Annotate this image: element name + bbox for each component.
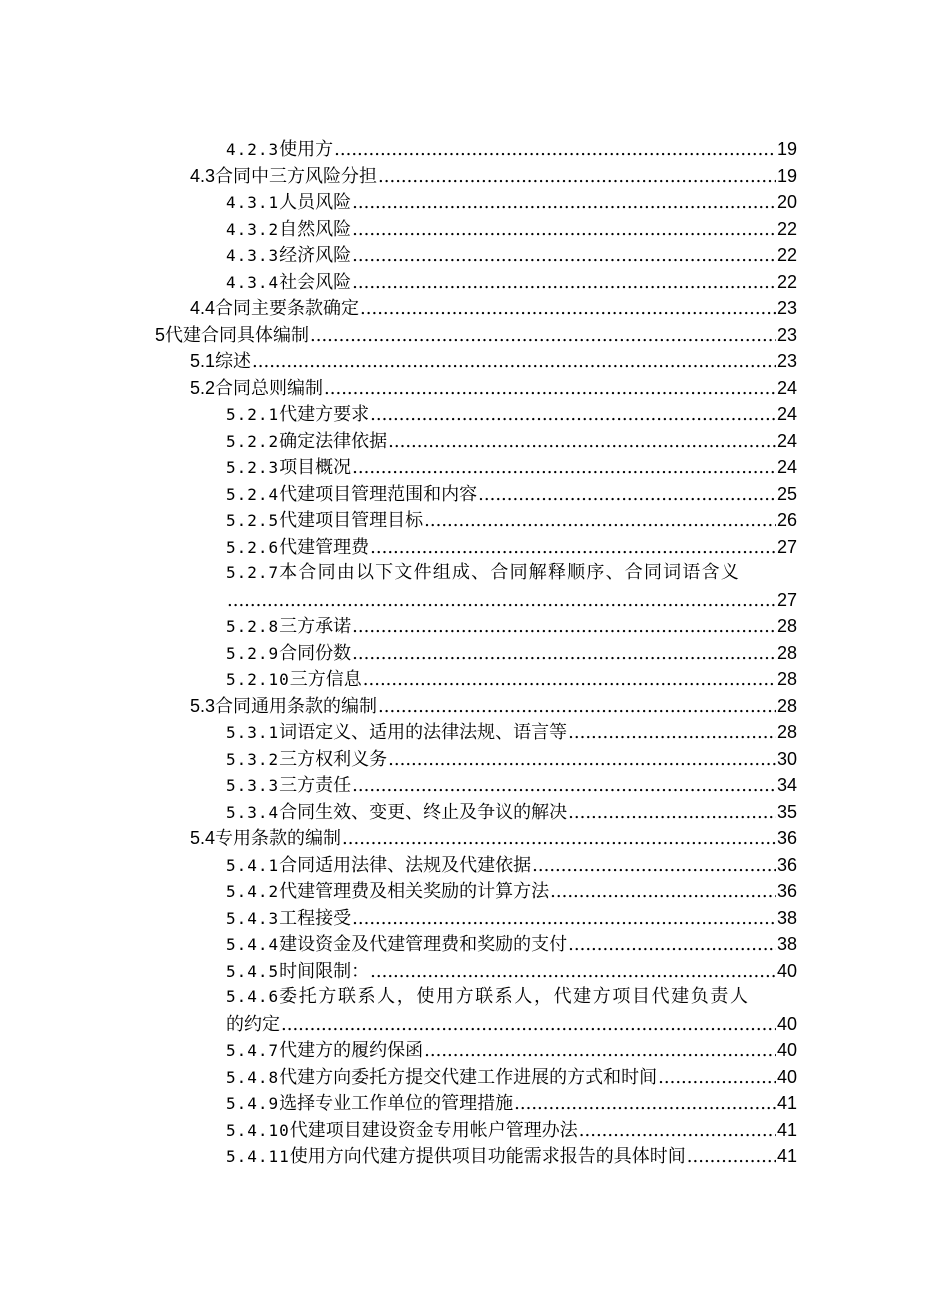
toc-entry-number: 4.3.2 xyxy=(226,219,280,239)
dot-leader xyxy=(252,349,776,376)
toc-entry-number: 5.4.5 xyxy=(226,961,280,981)
toc-entry-title: 自然风险 xyxy=(279,218,352,240)
toc-entry xyxy=(226,1090,797,1118)
toc-entry xyxy=(226,746,797,774)
toc-entry-number: 5.2.10 xyxy=(226,670,290,689)
toc-entry-number: 5.2.1 xyxy=(226,405,280,424)
toc-entry-title: 代建方向委托方提交代建工作进展的方式和时间 xyxy=(279,1066,658,1088)
toc-entry xyxy=(226,1037,797,1065)
toc-entry xyxy=(226,984,797,1011)
toc-entry-line[interactable] xyxy=(0,984,950,1011)
toc-page-number: 22 xyxy=(776,245,797,265)
toc-entry-number: 4.4 xyxy=(190,298,216,318)
toc-entry-line[interactable] xyxy=(0,666,950,693)
toc-entry-number: 5.4.8 xyxy=(226,1067,280,1087)
toc-entry xyxy=(226,189,797,217)
dot-leader xyxy=(378,694,776,721)
toc-entry-title: 使用方 xyxy=(279,139,334,160)
toc-page-number: 36 xyxy=(776,828,797,848)
toc-page-number: 23 xyxy=(776,351,797,371)
toc-entry-title: 使用方向代建方提供项目功能需求报告的具体时间 xyxy=(289,1146,686,1167)
toc-entry-number: 4.3.3 xyxy=(226,246,280,265)
toc-entry-number: 5.2.9 xyxy=(226,643,280,663)
dot-leader xyxy=(363,667,776,694)
toc-entry-line[interactable] xyxy=(0,905,950,932)
toc-entry-number: 5.4.6 xyxy=(226,987,280,1006)
toc-entry xyxy=(226,1011,797,1039)
toc-entry-line[interactable] xyxy=(0,163,950,190)
dot-leader xyxy=(514,1091,776,1118)
toc-entry-title: 专用条款的编制 xyxy=(215,828,342,849)
toc-entry-number: 4.3.4 xyxy=(226,272,280,292)
toc-entry-title: 委托方联系人，使用方联系人，代建方项目代建负责人 xyxy=(279,986,750,1007)
toc-entry-number: 4.3.1 xyxy=(226,193,280,212)
toc-page-number: 28 xyxy=(776,669,797,689)
toc-entry xyxy=(226,454,797,482)
toc-entry-number: 5.3 xyxy=(190,695,216,716)
toc-entry-title: 确定法律依据 xyxy=(279,430,388,452)
dot-leader xyxy=(324,376,776,403)
toc-page-number: 40 xyxy=(776,960,797,981)
toc-page-number: 38 xyxy=(776,934,797,954)
toc-entry-line[interactable] xyxy=(0,1143,950,1170)
toc-entry xyxy=(226,242,797,270)
toc-entry-title: 合同份数 xyxy=(279,642,352,664)
toc-entry-title: 三方信息 xyxy=(289,669,362,690)
toc-page-number: 20 xyxy=(776,192,797,212)
toc-entry-title: 综述 xyxy=(215,351,252,372)
toc-entry-line[interactable] xyxy=(0,428,950,455)
toc-page-number: 28 xyxy=(776,722,797,742)
toc-page-number: 40 xyxy=(776,1040,797,1060)
toc-page-number: 41 xyxy=(776,1119,797,1140)
dot-leader xyxy=(370,535,776,562)
dot-leader xyxy=(424,508,776,535)
toc-entry-title: 工程接受 xyxy=(279,907,352,929)
toc-page-number: 34 xyxy=(776,775,797,795)
toc-entry-number: 5.4.11 xyxy=(226,1147,290,1166)
toc-entry-number: 5.2 xyxy=(190,377,216,398)
toc-entry-number: 5.4.1 xyxy=(226,855,280,875)
toc-entry-number: 5.2.8 xyxy=(226,617,280,636)
toc-entry-title: 合同生效、变更、终止及争议的解决 xyxy=(279,801,568,823)
toc-entry xyxy=(226,772,797,800)
toc-entry-title: 代建方要求 xyxy=(279,404,370,425)
dot-leader xyxy=(579,1118,776,1145)
toc-entry-number: 5.3.1 xyxy=(226,723,280,742)
dot-leader xyxy=(281,1012,776,1039)
toc-entry-title: 词语定义、适用的法律法规、语言等 xyxy=(279,722,568,743)
toc-entry-line[interactable] xyxy=(0,560,950,587)
toc-entry-line[interactable] xyxy=(0,693,950,720)
toc-entry-title: 合同中三方风险分担 xyxy=(215,165,378,187)
toc-entry-line[interactable] xyxy=(0,269,950,296)
toc-entry xyxy=(190,295,797,323)
toc-page-number: 26 xyxy=(776,510,797,530)
toc-entry-number: 5.2.4 xyxy=(226,484,280,504)
toc-entry-line[interactable] xyxy=(0,640,950,667)
toc-entry-line[interactable] xyxy=(0,613,950,640)
toc-entry xyxy=(226,1064,797,1092)
toc-page-number: 27 xyxy=(776,536,797,557)
toc-entry-title: 合同总则编制 xyxy=(215,377,324,399)
toc-entry-line[interactable] xyxy=(0,242,950,269)
toc-page-number: 28 xyxy=(776,616,797,636)
dot-leader xyxy=(388,429,776,456)
toc-entry xyxy=(190,348,797,376)
toc-entry-line[interactable] xyxy=(0,322,950,349)
toc-entry-line[interactable] xyxy=(0,454,950,481)
toc-page-number: 24 xyxy=(776,377,797,398)
toc-entry xyxy=(226,560,797,587)
toc-entry-line[interactable] xyxy=(0,825,950,852)
dot-leader xyxy=(388,747,776,774)
toc-entry-title: 合同通用条款的编制 xyxy=(215,695,378,717)
toc-entry-title: 代建合同具体编制 xyxy=(165,324,310,346)
toc-entry-continuation[interactable] xyxy=(0,587,950,614)
toc-entry-number: 5.4.2 xyxy=(226,882,280,901)
toc-entry-line[interactable] xyxy=(0,1090,950,1117)
dot-leader xyxy=(227,588,776,615)
toc-entry-line[interactable] xyxy=(0,746,950,773)
toc-entry-line[interactable] xyxy=(0,481,950,508)
toc-entry-number: 5.2.5 xyxy=(226,511,280,530)
toc-entry xyxy=(226,507,797,535)
toc-entry xyxy=(226,401,797,429)
toc-entry-title: 代建管理费 xyxy=(279,536,370,558)
toc-entry-title: 建设资金及代建管理费和奖励的支付 xyxy=(279,934,568,955)
toc-entry-line[interactable] xyxy=(0,852,950,879)
dot-leader xyxy=(550,879,776,906)
toc-entry-number: 5.3.3 xyxy=(226,776,280,795)
toc-page-number: 36 xyxy=(776,881,797,901)
toc-entry xyxy=(190,375,797,403)
toc-entry xyxy=(226,931,797,959)
toc-entry-line[interactable] xyxy=(0,958,950,985)
toc-entry-number: 4.2.3 xyxy=(226,140,280,159)
dot-leader xyxy=(352,773,776,800)
toc-entry-line[interactable] xyxy=(0,878,950,905)
toc-page-number: 28 xyxy=(776,695,797,716)
toc-page-number: 38 xyxy=(776,907,797,928)
toc-entry-number: 5.4.4 xyxy=(226,935,280,954)
toc-entry-line[interactable] xyxy=(0,348,950,375)
toc-entry-line[interactable] xyxy=(0,507,950,534)
toc-page-number: 22 xyxy=(776,218,797,239)
toc-entry xyxy=(226,958,797,986)
toc-entry-number: 5 xyxy=(155,324,166,345)
toc-entry-title: 三方承诺 xyxy=(279,616,352,637)
toc-entry-number: 5.2.3 xyxy=(226,458,280,477)
toc-entry xyxy=(226,905,797,933)
toc-entry xyxy=(226,852,797,880)
dot-leader xyxy=(568,720,776,747)
toc-page-number: 24 xyxy=(776,404,797,424)
toc-page-number: 23 xyxy=(776,324,797,345)
toc-entry-title: 选择专业工作单位的管理措施 xyxy=(279,1093,514,1114)
dot-leader xyxy=(334,137,776,164)
toc-entry-line[interactable] xyxy=(0,401,950,428)
toc-entry-title: 人员风险 xyxy=(279,192,352,213)
toc-entry-line[interactable] xyxy=(0,136,950,163)
toc-page-number: 24 xyxy=(776,457,797,477)
toc-page-number: 19 xyxy=(776,139,797,159)
toc-entry-title: 代建方的履约保函 xyxy=(279,1040,424,1061)
dot-leader xyxy=(352,190,776,217)
toc-page-number: 24 xyxy=(776,430,797,451)
toc-entry-line[interactable] xyxy=(0,189,950,216)
toc-entry-line[interactable] xyxy=(0,216,950,243)
toc-entry-title: 三方责任 xyxy=(279,775,352,796)
toc-entry xyxy=(226,481,797,509)
toc-entry-line[interactable] xyxy=(0,719,950,746)
toc-entry-line[interactable] xyxy=(0,931,950,958)
toc-entry-line[interactable] xyxy=(0,799,950,826)
toc-entry-number: 5.3.2 xyxy=(226,749,280,769)
dot-leader xyxy=(352,270,776,297)
toc-entry-title: 代建项目管理目标 xyxy=(279,510,424,531)
toc-entry-title: 代建管理费及相关奖励的计算方法 xyxy=(279,881,550,902)
dot-leader xyxy=(352,217,776,244)
toc-entry-number: 5.2.7 xyxy=(226,563,280,582)
dot-leader xyxy=(370,959,776,986)
toc-entry-title-continued: 的约定 xyxy=(226,1013,280,1035)
toc-page-number: 40 xyxy=(776,1013,797,1034)
toc-entry-line[interactable] xyxy=(0,772,950,799)
dot-leader xyxy=(532,853,776,880)
toc-entry xyxy=(190,825,797,853)
toc-entry xyxy=(226,666,797,694)
toc-entry xyxy=(155,322,797,350)
toc-entry xyxy=(226,799,797,827)
toc-page-number: 25 xyxy=(776,483,797,504)
toc-entry-line[interactable] xyxy=(0,1117,950,1144)
toc-page-number: 22 xyxy=(776,271,797,292)
toc-entry-number: 5.3.4 xyxy=(226,802,280,822)
toc-entry-number: 5.4.3 xyxy=(226,908,280,928)
toc-entry-title: 合同主要条款确定 xyxy=(215,298,360,319)
toc-entry-number: 5.2.6 xyxy=(226,537,280,557)
toc-page-number: 30 xyxy=(776,748,797,769)
toc-page-number: 23 xyxy=(776,298,797,318)
toc-entry xyxy=(226,613,797,641)
toc-page-number: 27 xyxy=(776,589,797,610)
toc-entry-title: 社会风险 xyxy=(279,271,352,293)
toc-page-number: 41 xyxy=(776,1146,797,1166)
toc-entry xyxy=(226,878,797,906)
dot-leader xyxy=(352,641,776,668)
toc-entry-number: 4.3 xyxy=(190,165,216,186)
toc-entry-number: 5.4.10 xyxy=(226,1120,290,1140)
dot-leader xyxy=(687,1144,776,1171)
toc-entry-title: 代建项目管理范围和内容 xyxy=(279,483,478,505)
toc-entry-number: 5.2.2 xyxy=(226,431,280,451)
toc-entry-number: 5.4 xyxy=(190,828,216,848)
toc-entry-line[interactable] xyxy=(0,534,950,561)
dot-leader xyxy=(424,1038,776,1065)
toc-entry-continuation[interactable] xyxy=(0,1011,950,1038)
table-of-contents xyxy=(0,136,950,1170)
dot-leader xyxy=(568,800,776,827)
toc-page-number: 41 xyxy=(776,1093,797,1113)
toc-entry xyxy=(226,534,797,562)
dot-leader xyxy=(352,614,776,641)
dot-leader xyxy=(370,402,776,429)
toc-entry xyxy=(226,719,797,747)
dot-leader xyxy=(352,243,776,270)
toc-entry-line[interactable] xyxy=(0,1064,950,1091)
toc-entry xyxy=(190,693,797,721)
toc-page-number: 36 xyxy=(776,854,797,875)
toc-page-number: 35 xyxy=(776,801,797,822)
toc-entry xyxy=(190,163,797,191)
dot-leader xyxy=(360,296,776,323)
toc-page-number: 40 xyxy=(776,1066,797,1087)
toc-entry-line[interactable] xyxy=(0,375,950,402)
toc-entry xyxy=(226,428,797,456)
dot-leader xyxy=(342,826,776,853)
toc-entry xyxy=(226,269,797,297)
dot-leader xyxy=(352,455,776,482)
toc-entry-number: 5.4.9 xyxy=(226,1094,280,1113)
dot-leader xyxy=(568,932,776,959)
toc-page-number: 19 xyxy=(776,165,797,186)
toc-page-number: 28 xyxy=(776,642,797,663)
toc-entry xyxy=(226,216,797,244)
toc-entry-line[interactable] xyxy=(0,295,950,322)
toc-entry xyxy=(226,1117,797,1145)
toc-entry xyxy=(226,1143,797,1171)
toc-entry-title: 代建项目建设资金专用帐户管理办法 xyxy=(289,1119,578,1141)
toc-entry-number: 5.1 xyxy=(190,351,216,371)
dot-leader xyxy=(658,1065,776,1092)
toc-entry-title: 经济风险 xyxy=(279,245,352,266)
dot-leader xyxy=(378,164,776,191)
toc-entry-title: 项目概况 xyxy=(279,457,352,478)
toc-entry-title: 本合同由以下文件组成、合同解释顺序、合同词语含义 xyxy=(279,562,740,583)
toc-entry-title: 合同适用法律、法规及代建依据 xyxy=(279,854,532,876)
dot-leader xyxy=(352,906,776,933)
toc-entry-title: 时间限制： xyxy=(279,960,370,982)
toc-entry-line[interactable] xyxy=(0,1037,950,1064)
dot-leader xyxy=(478,482,776,509)
toc-entry xyxy=(226,136,797,164)
toc-entry xyxy=(226,587,797,615)
toc-entry-title: 三方权利义务 xyxy=(279,748,388,770)
toc-entry xyxy=(226,640,797,668)
dot-leader xyxy=(310,323,776,350)
toc-entry-number: 5.4.7 xyxy=(226,1041,280,1060)
